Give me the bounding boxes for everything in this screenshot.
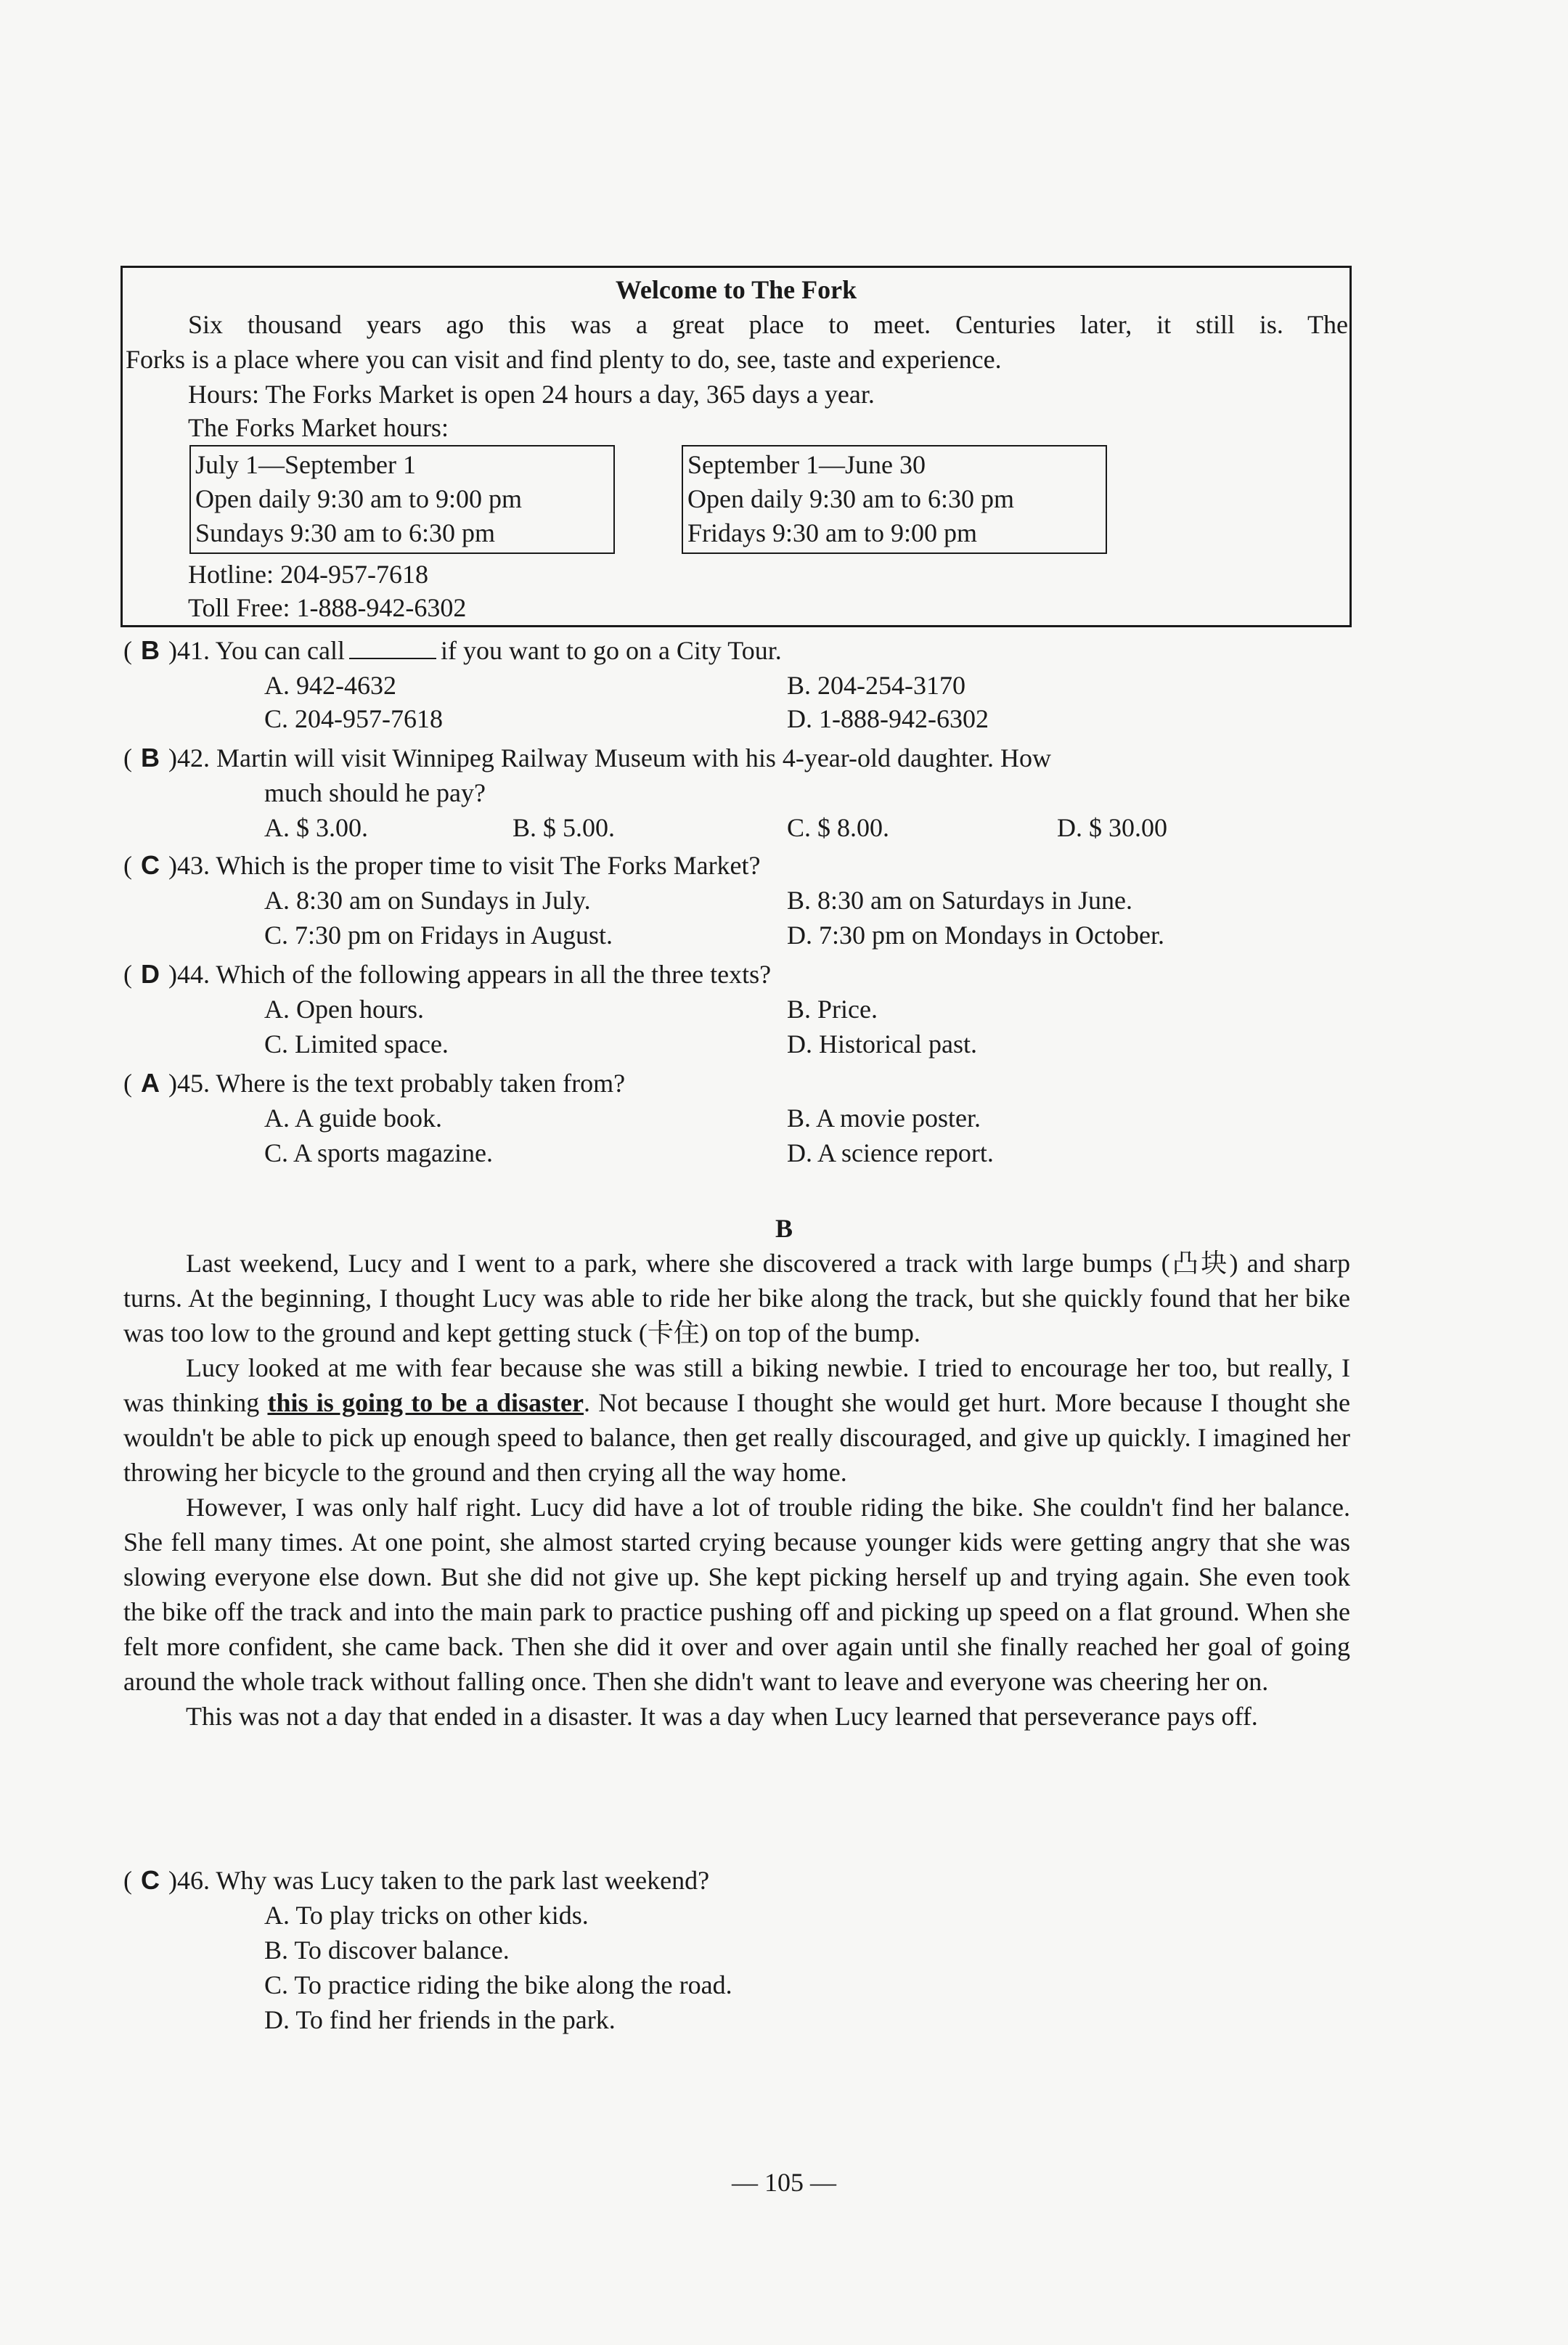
q43-option-c: C. 7:30 pm on Fridays in August.	[264, 921, 613, 950]
question-44: ( D )44. Which of the following appears in all the three texts?	[123, 957, 771, 992]
q46-option-d: D. To find her friends in the park.	[264, 2005, 616, 2034]
q41-option-d: D. 1-888-942-6302	[787, 704, 989, 733]
q43-option-a: A. 8:30 am on Sundays in July.	[264, 886, 591, 915]
notice-box	[121, 266, 1352, 627]
answer-43: C	[141, 850, 160, 880]
q42-option-c: C. $ 8.00.	[787, 813, 890, 842]
q41-option-c: C. 204-957-7618	[264, 704, 443, 733]
winter-daily: Open daily 9:30 am to 6:30 pm	[687, 484, 1014, 513]
question-43: ( C )43. Which is the proper time to visit The Forks Market?	[123, 848, 761, 883]
passage-paragraph-3: However, I was only half right. Lucy did have a lot of trouble riding the bike. She couldn't find her balance. She fell many times. At one point, she almost started crying because younger kids were getting angry that she was slowing everyone else down. But she did not give up. She kept picking herself up and trying again. She even took the bike off the track and into the main park to practice pushing off and picking up speed on a flat ground. When she felt more confident, she came back. Then she did it over and over again until she finally reached her goal of going around the whole track without falling once. Then she didn't want to leave and everyone was cheering her on.	[123, 1493, 1350, 1696]
q44-option-a: A. Open hours.	[264, 995, 424, 1024]
notice-market-hours-label: The Forks Market hours:	[188, 413, 449, 442]
answer-41: B	[141, 635, 160, 665]
q44-option-d: D. Historical past.	[787, 1029, 977, 1059]
q45-option-c: C. A sports magazine.	[264, 1138, 493, 1167]
q46-option-c: C. To practice riding the bike along the road.	[264, 1970, 732, 1999]
q44-option-c: C. Limited space.	[264, 1029, 449, 1059]
toll-free: Toll Free: 1-888-942-6302	[188, 593, 467, 622]
q45-option-d: D. A science report.	[787, 1138, 994, 1167]
passage-paragraph-1: Last weekend, Lucy and I went to a park, where she discovered a track with large bumps (凸块) and sharp turns. At the beginning, I thought Lucy was able to ride her bike along the track, but she quickly found that her bike was too low to the ground and kept getting stuck (卡住) on top of the bump.	[123, 1249, 1350, 1347]
q42-option-b: B. $ 5.00.	[513, 813, 616, 842]
answer-blank	[349, 636, 436, 659]
q43-option-d: D. 7:30 pm on Mondays in October.	[787, 921, 1164, 950]
summer-hours-box	[189, 445, 615, 554]
page-number: — 105 —	[732, 2168, 836, 2197]
q42-option-a: A. $ 3.00.	[264, 813, 368, 842]
answer-42: B	[141, 743, 160, 772]
q43-option-b: B. 8:30 am on Saturdays in June.	[787, 886, 1132, 915]
passage-paragraph-2: Lucy looked at me with fear because she was still a biking newbie. I tried to encourage her too, but really, I was thinking this is going to be a disaster. Not because I thought she would get hurt. More because I thought she wouldn't be able to pick up enough speed to balance, then get really discouraged, and give up quickly. I imagined her throwing her bicycle to the ground and then crying all the way home.	[123, 1353, 1350, 1487]
summer-sundays: Sundays 9:30 am to 6:30 pm	[195, 518, 495, 547]
q46-option-a: A. To play tricks on other kids.	[264, 1901, 589, 1930]
q41-option-b: B. 204-254-3170	[787, 671, 965, 700]
notice-hours: Hours: The Forks Market is open 24 hours a day, 365 days a year.	[188, 380, 875, 409]
summer-dates: July 1—September 1	[195, 450, 416, 479]
winter-fridays: Fridays 9:30 am to 9:00 pm	[687, 518, 977, 547]
question-41: ( B )41. You can call if you want to go on a City Tour.	[123, 633, 782, 668]
q41-option-a: A. 942-4632	[264, 671, 396, 700]
question-46: ( C )46. Why was Lucy taken to the park last weekend?	[123, 1863, 709, 1898]
section-b-heading: B	[775, 1214, 793, 1243]
passage	[123, 1211, 1350, 1734]
passage-paragraph-4: This was not a day that ended in a disaster. It was a day when Lucy learned that perseverance pays off.	[186, 1702, 1258, 1731]
question-42-cont: much should he pay?	[264, 778, 486, 807]
q45-option-b: B. A movie poster.	[787, 1104, 981, 1133]
answer-45: A	[141, 1068, 160, 1098]
highlighted-phrase: this is going to be a disaster	[267, 1388, 584, 1417]
q46-option-b: B. To discover balance.	[264, 1936, 510, 1965]
winter-dates: September 1—June 30	[687, 450, 926, 479]
answer-44: D	[141, 959, 160, 989]
question-42: ( B )42. Martin will visit Winnipeg Railway Museum with his 4-year-old daughter. How	[123, 741, 1051, 775]
q44-option-b: B. Price.	[787, 995, 878, 1024]
answer-46: C	[141, 1865, 160, 1895]
hotline: Hotline: 204-957-7618	[188, 560, 428, 589]
notice-line-1: Six thousand years ago this was a great place to meet. Centuries later, it still is. The	[188, 310, 1348, 339]
question-45: ( A )45. Where is the text probably taken from?	[123, 1066, 625, 1101]
q42-option-d: D. $ 30.00	[1057, 813, 1167, 842]
q45-option-a: A. A guide book.	[264, 1104, 443, 1133]
winter-hours-box	[682, 445, 1107, 554]
summer-daily: Open daily 9:30 am to 9:00 pm	[195, 484, 522, 513]
notice-line-2: Forks is a place where you can visit and find plenty to do, see, taste and experience.	[126, 345, 1002, 374]
notice-title: Welcome to The Fork	[615, 275, 857, 304]
